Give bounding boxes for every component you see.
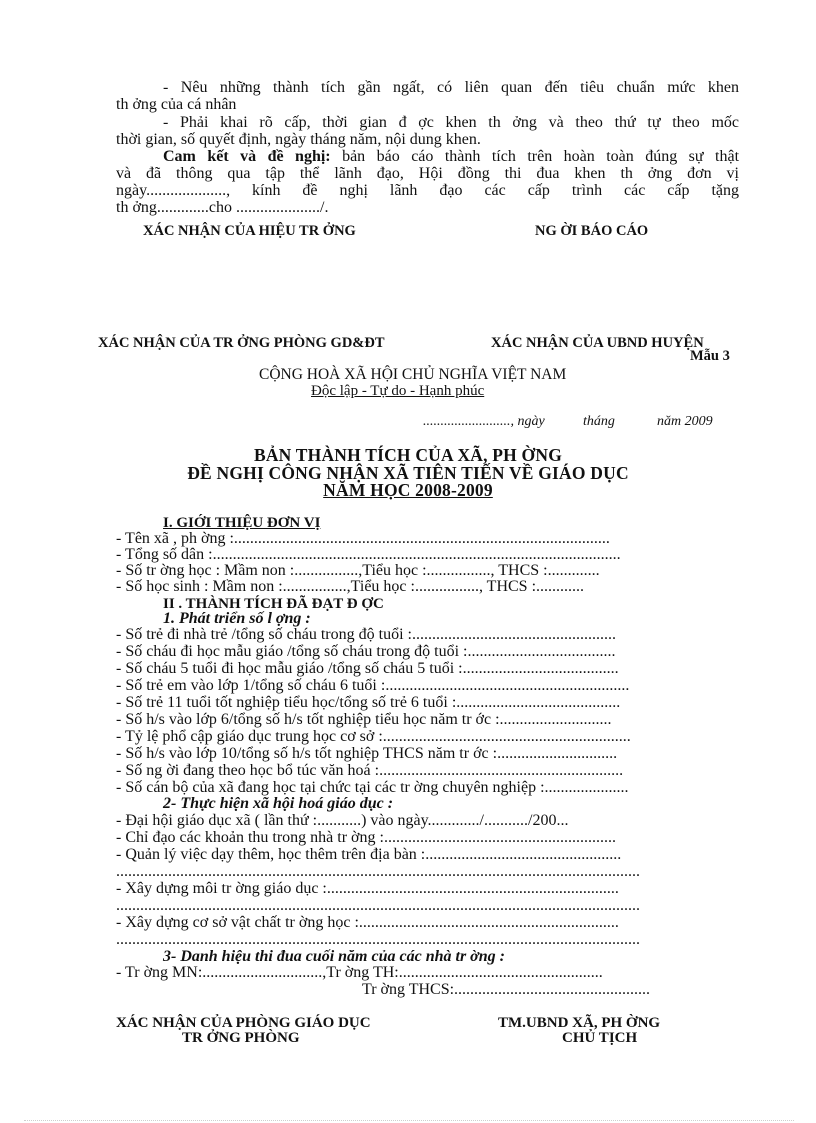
socialization-line: ................................................................................................................................... — [116, 931, 640, 948]
section-1-heading: I. GIỚI THIỆU ĐƠN VỊ — [163, 515, 321, 531]
unit-line: - Tên xã , ph ờng :.............................................................................................. — [116, 530, 610, 547]
unit-line: - Tổng số dân :...................................................................................................... — [116, 546, 621, 563]
commit-line-2: và đã thông qua tập thể lãnh đạo, Hội đồng thi đua khen th ởng đơn vị — [116, 165, 739, 182]
intro-line-1: - Nêu những thành tích gần ngất, có liên quan đến tiêu chuẩn mức khen — [163, 79, 739, 96]
unit-line: - Số học sinh : Mầm non :................,Tiểu học :................, THCS :............ — [116, 578, 585, 595]
reporter-label: NG ỜI BÁO CÁO — [535, 223, 649, 239]
achievement-line: - Số cán bộ của xã đang học tại chức tại các tr ờng chuyên nghiệp :..................... — [116, 779, 629, 796]
achievement-line: - Số h/s vào lớp 6/tổng số h/s tốt nghiệp tiểu học năm tr ớc :............................ — [116, 711, 612, 728]
commit-line-4: th ởng.............cho ...................../. — [116, 199, 329, 216]
commune-committee-label: TM.UBND XÃ, PH ỜNG — [498, 1015, 661, 1031]
achievement-line: - Tỷ lệ phổ cập giáo dục trung học cơ sở :.............................................................. — [116, 728, 631, 745]
intro-line-3: - Phải khai rõ cấp, thời gian đ ợc khen th ởng và theo thứ tự theo mốc — [163, 114, 739, 131]
unit-line: - Số tr ờng học : Mầm non :................,Tiểu học :................, THCS :............. — [116, 562, 600, 579]
date-month: tháng — [583, 414, 615, 429]
socialization-line: - Chỉ đạo các khoản thu trong nhà tr ờng :.......................................................... — [116, 829, 616, 846]
achievement-line: - Số h/s vào lớp 10/tổng số h/s tốt nghiệp THCS năm tr ớc :.............................. — [116, 745, 618, 762]
section-2-heading: II . THÀNH TÍCH ĐÃ ĐẠT Đ ỢC — [163, 596, 384, 612]
confirm-education-office: XÁC NHẬN CỦA PHÒNG GIÁO DỤC — [116, 1015, 371, 1031]
document-title-1: BẢN THÀNH TÍCH CỦA XÃ, PH ỜNG — [253, 445, 563, 465]
chairman-label: CHỦ TỊCH — [562, 1030, 638, 1046]
achievement-line: - Số trẻ đi nhà trẻ /tổng số cháu trong độ tuổi :................................................... — [116, 626, 616, 643]
achievement-line: - Số ng ời đang theo học bổ túc văn hoá :............................................................. — [116, 762, 624, 779]
intro-line-2: th ởng của cá nhân — [116, 96, 237, 113]
office-head-label: TR ỞNG PHÒNG — [182, 1030, 300, 1046]
document-title-3: NĂM HỌC 2008-2009 — [323, 480, 493, 500]
achievement-line: - Số cháu đi học mẫu giáo /tổng số cháu trong độ tuổi :..................................... — [116, 643, 616, 660]
commit-line-1 — [163, 148, 739, 165]
socialization-line: - Xây dựng cơ sở vật chất tr ờng học :................................................................. — [116, 914, 619, 931]
national-motto: Độc lập - Tự do - Hạnh phúc — [311, 383, 485, 399]
achievement-line: - Số trẻ em vào lớp 1/tổng số cháu 6 tuổi :............................................................. — [116, 677, 630, 694]
date-place: ........................., ngày — [423, 414, 545, 429]
school-title-line: Tr ờng THCS:................................................. — [362, 981, 651, 998]
socialization-line: - Xây dựng môi tr ờng giáo dục :......................................................................... — [116, 880, 619, 897]
confirm-ubnd-district: XÁC NHẬN CỦA UBND HUYỆN — [491, 335, 704, 351]
subsection-1-heading: 1. Phát triển số l ợng : — [163, 610, 311, 627]
commit-line-3: ngày...................., kính đề nghị lãnh đạo các cấp trình các cấp tặng — [116, 182, 739, 199]
date-year: năm 2009 — [657, 414, 713, 429]
confirm-principal: XÁC NHẬN CỦA HIỆU TR ỞNG — [143, 223, 356, 239]
subsection-2-heading: 2- Thực hiện xã hội hoá giáo dục : — [163, 795, 394, 812]
document-title-2: ĐỀ NGHỊ CÔNG NHẬN XÃ TIÊN TIẾN VỀ GIÁO DỤC — [187, 463, 629, 483]
achievement-line: - Số trẻ 11 tuổi tốt nghiệp tiểu học/tổng số trẻ 6 tuổi :......................................... — [116, 694, 621, 711]
socialization-line: ................................................................................................................................... — [116, 897, 640, 914]
socialization-line: ................................................................................................................................... — [116, 863, 640, 880]
form-number: Mẫu 3 — [690, 348, 730, 364]
page-bottom-divider — [24, 1120, 794, 1121]
intro-line-4: thời gian, số quyết định, ngày tháng năm, nội dung khen. — [116, 131, 481, 148]
achievement-line: - Số cháu 5 tuổi đi học mẫu giáo /tổng số cháu 5 tuổi :....................................... — [116, 660, 619, 677]
confirm-gd-head: XÁC NHẬN CỦA TR ỞNG PHÒNG GD&ĐT — [98, 335, 385, 351]
school-title-line: - Tr ờng MN:..............................,Tr ờng TH:................................................... — [116, 964, 603, 981]
national-title: CỘNG HOÀ XÃ HỘI CHỦ NGHĨA VIỆT NAM — [259, 366, 567, 383]
commit-text: bản báo cáo thành tích trên hoàn toàn đúng sự thật — [330, 148, 740, 165]
commit-label: Cam kết và đề nghị: — [163, 148, 331, 165]
subsection-3-heading: 3- Danh hiệu thi đua cuối năm của các nhà tr ờng : — [163, 948, 505, 965]
socialization-line: - Quản lý việc dạy thêm, học thêm trên địa bàn :................................................. — [116, 846, 622, 863]
socialization-line: - Đại hội giáo dục xã ( lần thứ :...........) vào ngày............./.........../200... — [116, 812, 569, 829]
